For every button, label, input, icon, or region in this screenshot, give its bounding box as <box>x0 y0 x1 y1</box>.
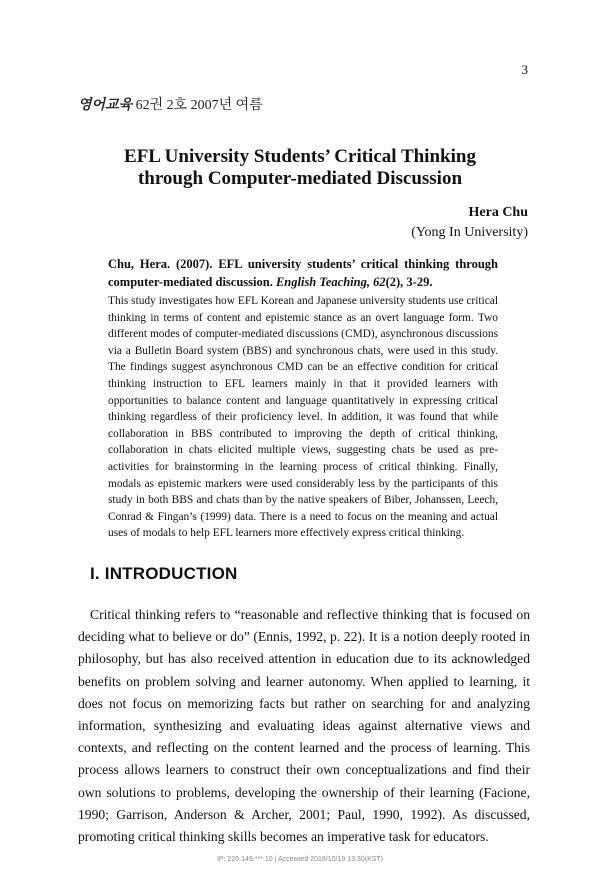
journal-issue: 62권 2호 2007년 여름 <box>132 98 263 113</box>
page-number: 3 <box>521 62 528 77</box>
access-footer: IP: 220.149.***.10 | Accessed 2018/10/19 13:30(KST) <box>216 856 384 863</box>
citation <box>108 255 498 291</box>
paper-title-line-1: EFL University Students’ Critical Thinking <box>124 146 476 167</box>
author-name: Hera Chu <box>468 205 528 220</box>
section-heading: I. INTRODUCTION <box>90 564 238 583</box>
citation-suffix: (2), 3-29. <box>385 275 433 289</box>
citation-prefix: Chu, Hera. (2007). EFL university students’ critical thinking through computer-mediated discussion. <box>108 257 498 289</box>
body-paragraph: Critical thinking refers to “reasonable and reflective thinking that is focused on deciding what to believe or do” (Ennis, 1992, p. 22). It is a notion deeply rooted in philosophy, but has also received attention in education due to its acknowledged benefits on problem solving and learner autonomy. When applied to learning, it does not focus on memorizing facts but rather on searching for and analyzing information, synthesizing and evaluating ideas against alternative views and contexts, and reflecting on the content learned and the process of learning. This process allows learners to construct their own conceptualizations and find their own solutions to problems, developing the ownership of their learning (Facione, 1990; Garrison, Anderson & Archer, 2001; Paul, 1990, 1992). As discussed, promoting critical thinking skills becomes an imperative task for educators. <box>78 607 530 845</box>
journal-header <box>78 94 263 114</box>
author-affiliation: (Yong In University) <box>411 225 528 240</box>
citation-journal: English Teaching, 62 <box>275 275 386 289</box>
abstract: This study investigates how EFL Korean and Japanese university students use critical thinking in terms of content and epistemic stance as an overt language form. Two different modes of computer-mediated discussions (CMD), asynchronous discussions via a Bulletin Board system (BBS) and synchronous chats, were used in this study. The findings suggest asynchronous CMD can be an effective condition for critical thinking instruction to EFL learners mainly in that it provided learners with opportunities to balance content and language quantitatively in expressing critical thinking regardless of their proficiency level. In addition, it was found that while collaboration in BBS contributed to improving the depth of critical thinking, collaboration in chats elicited multiple views, suggesting chats be used as pre-activities for brainstorming in the learning process of critical thinking. Finally, modals as epistemic markers were used considerably less by the participants of this study in both BBS and chats than by the native speakers of Biber, Johanssen, Leech, Conrad & Fingan’s (1999) data. There is a need to focus on the meaning and actual uses of modals to help EFL learners more effectively express critical thinking. <box>108 295 498 540</box>
author-block <box>411 203 528 243</box>
paper-title <box>0 146 600 190</box>
journal-name: 영어교육 <box>78 98 133 113</box>
paper-title-line-2: through Computer-mediated Discussion <box>137 168 463 189</box>
